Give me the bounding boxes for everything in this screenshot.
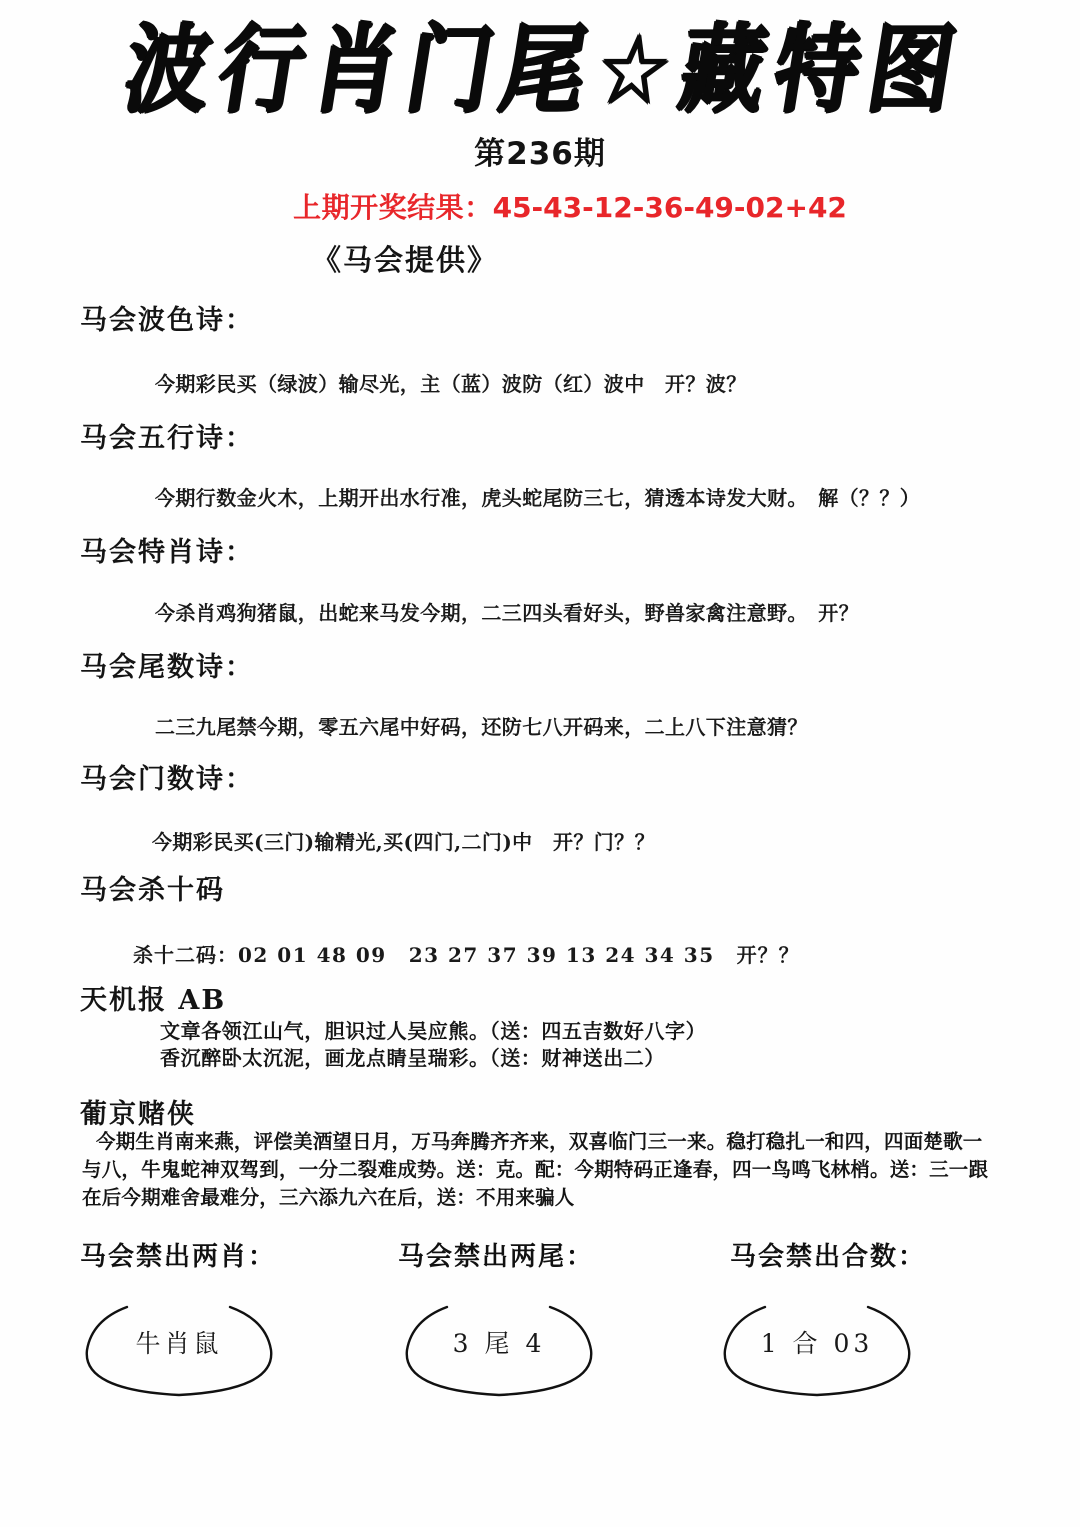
page-title: 波行肖门尾☆藏特图 xyxy=(117,14,973,126)
last-draw-label: 上期开奖结果： xyxy=(293,191,493,224)
last-draw-numbers: 45-43-12-36-49-02+42 xyxy=(492,191,847,224)
section-heading-tianjibao: 天机报 AB xyxy=(80,985,227,1016)
section-body-menshu: 今期彩民买(三门)输精光,买(四门,二门)中 开？门？？ xyxy=(152,830,655,854)
title-banner xyxy=(0,14,1080,126)
section-heading-shashima: 马会杀十码 xyxy=(80,875,225,906)
forbidden-oval-weishu xyxy=(400,1298,598,1402)
issue-number: 第236期 xyxy=(474,136,606,172)
section-body-wuxing: 今期行数金火木，上期开出水行准，虎头蛇尾防三七，猜透本诗发大财。 解（？？） xyxy=(155,486,921,510)
section-body-bose: 今期彩民买（绿波）输尽光，主（蓝）波防（红）波中 开？波？ xyxy=(155,372,747,396)
section-body-weishu: 二三九尾禁今期，零五六尾中好码，还防七八开码来，二上八下注意猜？ xyxy=(155,715,808,739)
forbidden-oval-heshu xyxy=(718,1298,916,1402)
forbidden-heading-weishu: 马会禁出两尾： xyxy=(398,1242,595,1272)
sha-suffix: 开？？ xyxy=(736,943,800,967)
section-body-shashima xyxy=(133,939,800,968)
forbidden-heading-heshu: 马会禁出合数： xyxy=(730,1242,927,1272)
forbidden-value-shengxiao: 牛肖鼠 xyxy=(135,1329,223,1358)
section-heading-pujing: 葡京赌侠 xyxy=(80,1099,196,1130)
section-body-pujing xyxy=(82,1128,1042,1212)
sha-label: 杀十二码： xyxy=(133,943,238,967)
section-heading-menshu: 马会门数诗： xyxy=(80,764,254,795)
forbidden-oval-shengxiao xyxy=(80,1298,278,1402)
tianji-line-1: 文章各领江山气，胆识过人吴应熊。（送：四五吉数好八字） xyxy=(160,1019,707,1043)
section-heading-wuxing: 马会五行诗： xyxy=(80,423,254,454)
pujing-line-1: 今期生肖南来燕，评偿美酒望日月，万马奔腾齐齐来，双喜临门三一来。稳打稳扎一和四，四面楚歌一 xyxy=(96,1130,983,1153)
section-heading-bose: 马会波色诗： xyxy=(80,305,254,336)
pujing-line-3: 在后今期难舍最难分，三六添九六在后，送：不用来骗人 xyxy=(82,1186,575,1209)
sha-numbers-bold: 02 01 48 09 xyxy=(238,943,387,967)
section-body-texiao: 今杀肖鸡狗猪鼠，出蛇来马发今期，二三四头看好头，野兽家禽注意野。 开？ xyxy=(155,601,859,625)
pujing-line-2: 与八，牛鬼蛇神双驾到，一分二裂难成势。送：克。配：今期特码正逢春，四一鸟鸣飞林梢。送：三一跟 xyxy=(82,1158,989,1181)
section-heading-weishu: 马会尾数诗： xyxy=(80,652,254,683)
section-body-tianjibao xyxy=(160,1018,706,1072)
forbidden-value-heshu: 1 合 03 xyxy=(760,1329,874,1358)
forbidden-value-weishu: 3 尾 4 xyxy=(452,1329,546,1358)
section-heading-texiao: 马会特肖诗： xyxy=(80,537,254,568)
sha-numbers-rest: 23 27 37 39 13 24 34 35 xyxy=(408,943,715,967)
provider-label: 《马会提供》 xyxy=(312,243,499,277)
forbidden-heading-shengxiao: 马会禁出两肖： xyxy=(80,1242,277,1272)
last-draw-result xyxy=(0,186,1080,226)
tianji-line-2: 香沉醉卧太沉泥，画龙点睛呈瑞彩。（送：财神送出二） xyxy=(160,1046,665,1070)
